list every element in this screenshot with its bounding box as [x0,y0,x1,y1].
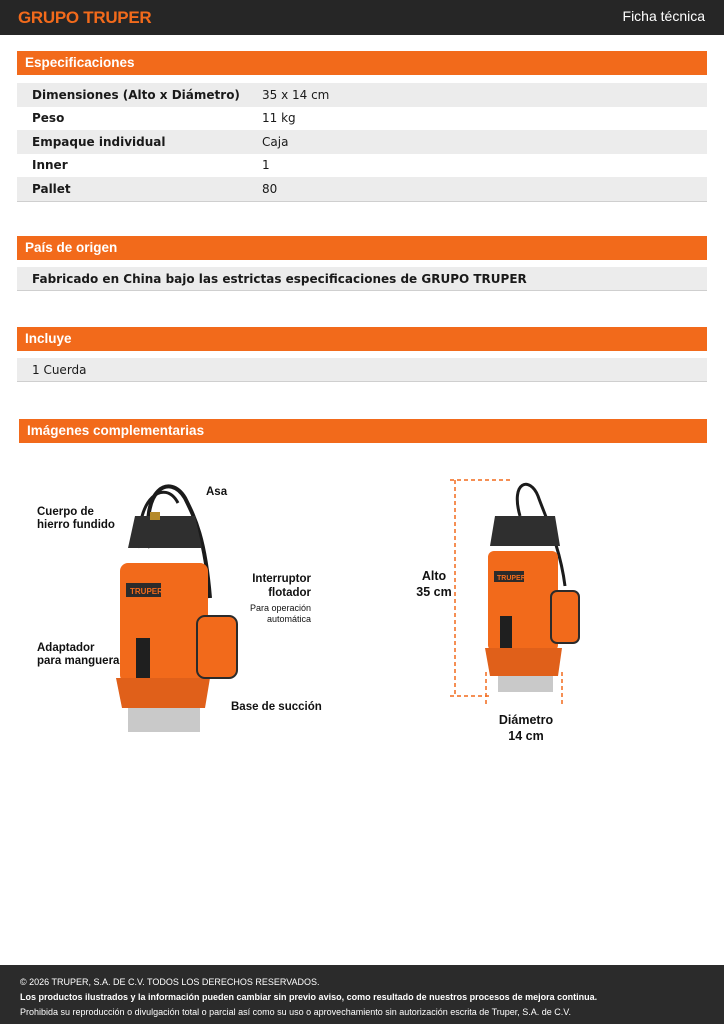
svg-text:TRUPER: TRUPER [497,575,526,582]
callout-base: Base de succión [231,701,322,713]
callout-body-2: hierro fundido [37,519,115,531]
footer-copyright: © 2026 TRUPER, S.A. DE C.V. TODOS LOS DERECHOS RESERVADOS. [20,977,320,987]
callout-adapter-2: para manguera [37,655,120,667]
spec-value: 1 [262,158,270,173]
height-value: 35 cm [416,585,452,599]
callout-adapter-1: Adaptador [37,642,95,654]
footer [0,965,724,1024]
images-section-header: Imágenes complementarias [19,419,707,443]
pump-dimensions-image [450,476,590,706]
height-label: Alto [421,569,447,583]
table-row [17,107,707,131]
includes-section-header: Incluye [17,327,707,351]
dimensions-illustration [450,476,590,706]
table-row [17,83,707,107]
brand-logo: GRUPO TRUPER [18,8,152,27]
top-bar [0,0,724,35]
spec-label: Peso [32,111,65,126]
spec-value: Caja [262,134,289,149]
document-type: Ficha técnica [622,8,705,24]
spec-value: 80 [262,181,278,196]
pump-illustration [110,478,240,736]
origin-section-header: País de origen [17,236,707,260]
svg-text:TRUPER: TRUPER [130,587,163,596]
table-row [17,154,707,178]
table-row [17,130,707,154]
spec-label: Empaque individual [32,134,166,149]
specs-section-header: Especificaciones [17,51,707,75]
callout-switch-note-1: Para operación [249,603,311,613]
footer-disclaimer: Los productos ilustrados y la información pueden cambiar sin previo aviso, como resultado de nuestros procesos de mejora continua. [20,992,598,1002]
diameter-label: Diámetro [498,713,554,727]
pump-labeled-image [110,478,240,736]
callout-switch-2: flotador [268,587,311,599]
callout-switch-1: Interruptor [252,573,311,585]
spec-label: Pallet [32,181,71,196]
table-row [17,177,707,201]
callout-body-1: Cuerpo de [37,506,94,518]
specs-table [17,83,707,202]
callout-handle: Asa [206,486,228,498]
spec-value: 35 x 14 cm [262,87,330,102]
spec-label: Inner [32,158,68,173]
spec-label: Dimensiones (Alto x Diámetro) [32,87,240,102]
footer-legal: Prohibida su reproducción o divulgación total o parcial así como su uso o aprovechamiento sin autorización escrita de Truper, S.A. de C.V. [20,1007,571,1017]
spec-value: 11 kg [262,111,296,126]
origin-text: Fabricado en China bajo las estrictas especificaciones de GRUPO TRUPER [17,267,707,291]
includes-text: 1 Cuerda [17,358,707,382]
diameter-value: 14 cm [508,729,544,743]
callout-switch-note-2: automática [266,614,311,624]
